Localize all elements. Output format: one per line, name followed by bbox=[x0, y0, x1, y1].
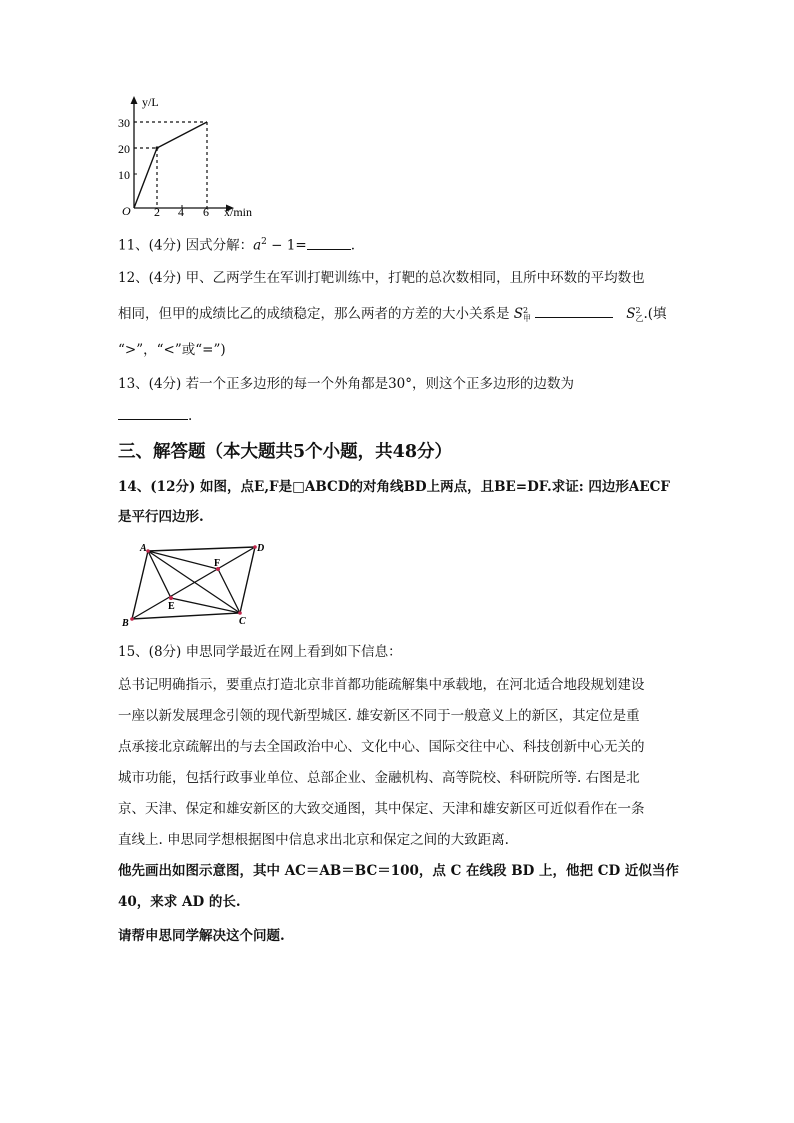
origin-label: O bbox=[122, 204, 131, 218]
q11-base: a bbox=[253, 237, 262, 254]
q12-s-yi-sup: 2 bbox=[635, 305, 641, 315]
y-tick-label-10: 10 bbox=[118, 168, 130, 182]
point-2-20 bbox=[155, 146, 158, 149]
question-15-line5: 城市功能，包括行政事业单位、总部企业、金融机构、高等院校、科研院所等. 右图是北 bbox=[118, 770, 640, 786]
question-12-line1: 12、(4分) 甲、乙两学生在军训打靶训练中，打靶的总次数相同，且所中环数的平均数也 bbox=[118, 270, 645, 286]
question-14-line1: 14、(12分) 如图，点E,F是□ABCD的对角线BD上两点，且BE=DF.求证: 四边形AECF bbox=[118, 479, 671, 495]
volume-line bbox=[134, 122, 207, 208]
point-a bbox=[146, 549, 150, 553]
question-13-line1: 13、(4分) 若一个正多边形的每一个外角都是30°，则这个正多边形的边数为 bbox=[118, 376, 575, 392]
question-11 bbox=[118, 232, 355, 256]
question-13-line2 bbox=[118, 406, 192, 426]
point-e bbox=[169, 596, 173, 600]
label-a: A bbox=[140, 543, 147, 554]
point-b bbox=[130, 617, 134, 621]
label-b: B bbox=[122, 618, 129, 628]
q12-s-yi: S bbox=[626, 306, 636, 322]
volume-time-graph bbox=[112, 92, 272, 222]
question-15-line1: 15、(8分) 申思同学最近在网上看到如下信息： bbox=[118, 644, 402, 660]
question-12-line2 bbox=[118, 304, 667, 324]
q11-end: . bbox=[350, 237, 355, 254]
y-axis-label: y/L bbox=[142, 95, 159, 109]
q11-rest: − 1= bbox=[266, 237, 307, 254]
q12-s-jia: S bbox=[513, 306, 524, 322]
q13-answer-blank[interactable] bbox=[118, 419, 188, 420]
q12-line2-text: 相同，但甲的成绩比乙的成绩稳定，那么两者的方差的大小关系是 bbox=[118, 306, 514, 322]
question-15-line9: 40，来求 AD 的长. bbox=[118, 894, 241, 910]
label-d: D bbox=[257, 543, 265, 554]
x-tick-label-4: 4 bbox=[178, 205, 184, 219]
label-c: C bbox=[239, 616, 246, 627]
question-15-line10: 请帮申思同学解决这个问题. bbox=[118, 928, 285, 944]
question-14-line2: 是平行四边形. bbox=[118, 509, 204, 525]
x-tick-label-6: 6 bbox=[203, 205, 209, 219]
question-12-line3: “>”，“<”或“=”) bbox=[118, 342, 226, 358]
question-15-line7: 直线上. 申思同学想根据图中信息求出北京和保定之间的大致距离. bbox=[118, 832, 509, 848]
question-15-line6: 京、天津、保定和雄安新区的大致交通图，其中保定、天津和雄安新区可近似看作在一条 bbox=[118, 801, 645, 817]
parallelogram-figure bbox=[118, 540, 278, 628]
y-tick-label-20: 20 bbox=[118, 142, 130, 156]
q12-s-jia-sup: 2 bbox=[523, 305, 529, 315]
x-tick-label-2: 2 bbox=[154, 205, 160, 219]
question-15-line3: 一座以新发展理念引领的现代新型城区. 雄安新区不同于一般意义上的新区，其定位是重 bbox=[118, 708, 640, 724]
diagonal-ac bbox=[148, 551, 240, 613]
q13-end: . bbox=[188, 408, 193, 424]
y-axis-arrow bbox=[131, 96, 138, 104]
diagonal-bd bbox=[132, 547, 255, 619]
q12-answer-blank[interactable] bbox=[535, 317, 613, 318]
point-c bbox=[238, 611, 242, 615]
q11-exp: 2 bbox=[261, 237, 267, 247]
q12-s-yi-sub: 乙 bbox=[635, 313, 644, 323]
label-e: E bbox=[168, 601, 175, 612]
y-tick-label-30: 30 bbox=[118, 116, 130, 130]
question-15-line4: 点承接北京疏解出的与去全国政治中心、文化中心、国际交往中心、科技创新中心无关的 bbox=[118, 739, 645, 755]
q11-answer-blank[interactable] bbox=[307, 249, 351, 250]
section-title: 三、解答题（本大题共5个小题，共48分） bbox=[118, 442, 453, 462]
x-axis-label: x/min bbox=[224, 205, 253, 219]
question-15-line8: 他先画出如图示意图，其中 AC＝AB＝BC＝100，点 C 在线段 BD 上，他把 CD 近似当作 bbox=[118, 863, 679, 879]
q12-s-jia-sub: 甲 bbox=[523, 313, 532, 323]
question-15-line2: 总书记明确指示，要重点打造北京非首都功能疏解集中承载地，在河北适合地段规划建设 bbox=[118, 677, 645, 693]
q11-prefix: 11、(4分) 因式分解： bbox=[118, 237, 254, 254]
q12-line2-end: .(填 bbox=[643, 306, 667, 322]
label-f: F bbox=[214, 558, 221, 569]
